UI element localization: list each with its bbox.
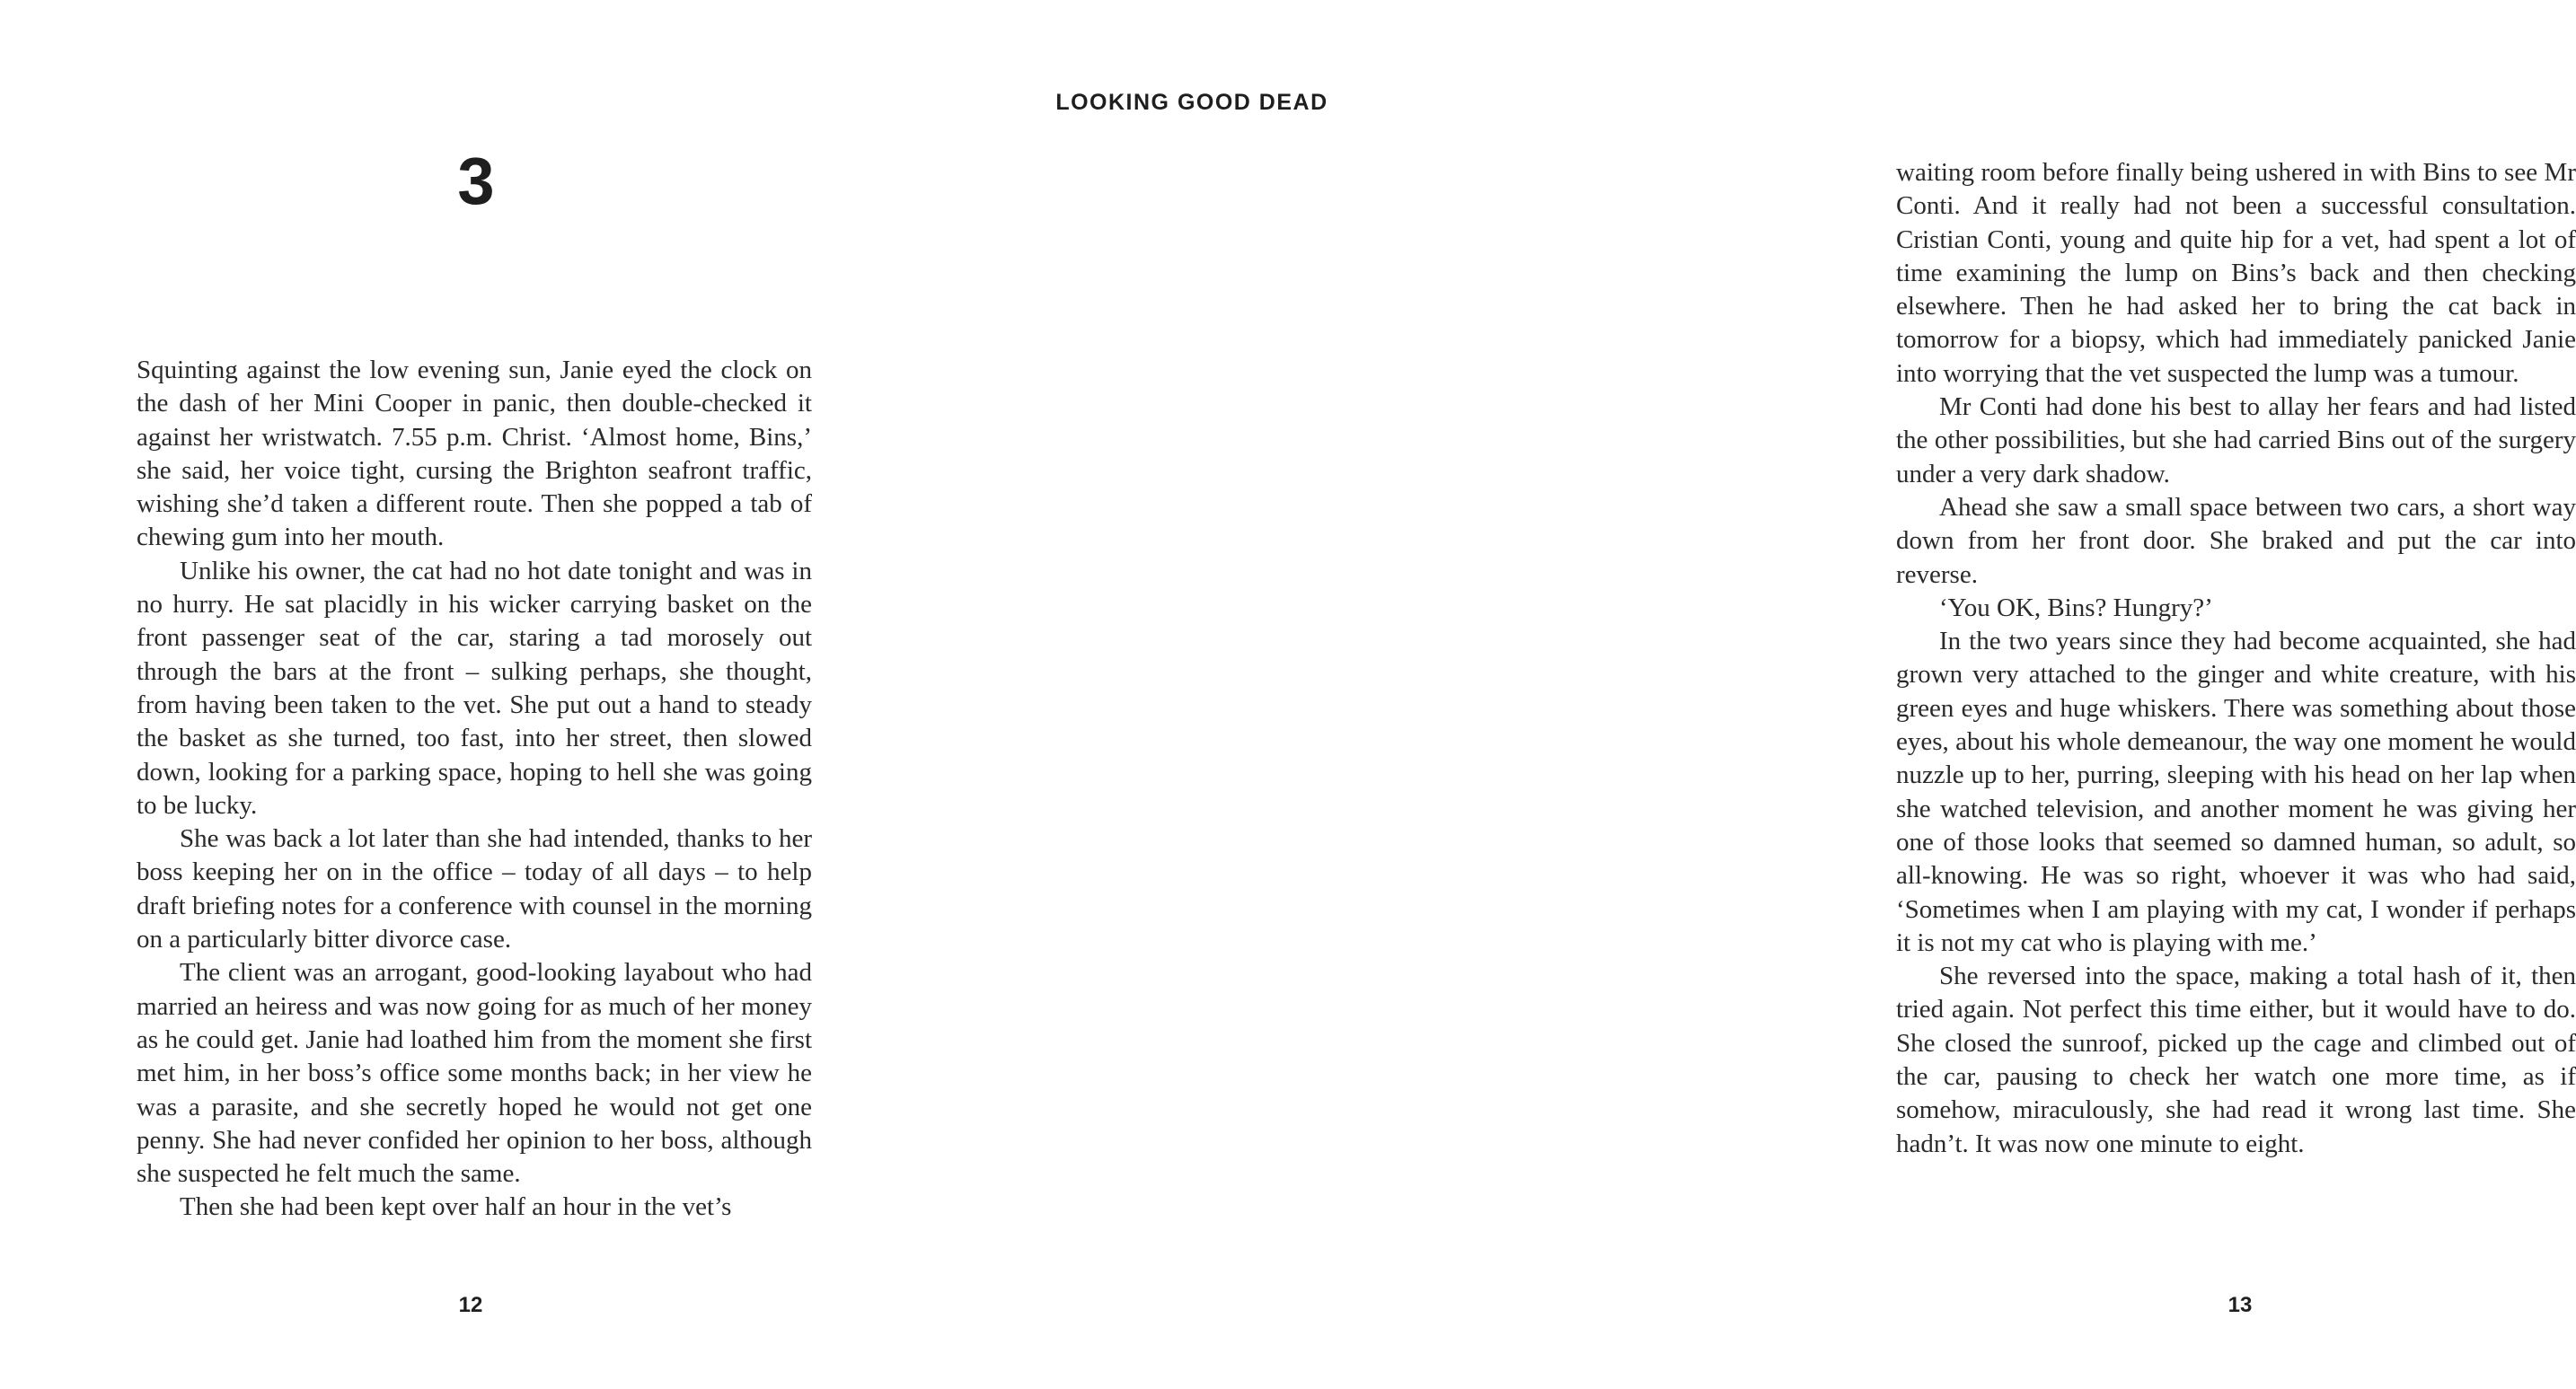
paragraph: waiting room before finally being ushered in with Bins to see Mr Conti. And it really had not been a successful consultation. Cristian Conti, young and quite hip for a vet, had spent a lot of time examining the lump on Bins’s back and then checking elsewhere. Then he had asked her to bring the cat back in tomorrow for a biopsy, which had immediately panicked Janie into worrying that the vet suspected the lump was a tumour. xyxy=(1896,158,2576,388)
paragraph: Mr Conti had done his best to allay her fears and had listed the other possibilities, but she had carried Bins out of the surgery under a very dark shadow. xyxy=(1896,392,2576,488)
left-page xyxy=(0,0,898,1389)
right-page xyxy=(898,0,2576,1389)
paragraph: Then she had been kept over half an hour in the vet’s xyxy=(180,1192,732,1222)
paragraph: Ahead she saw a small space between two cars, a short way down from her front door. She braked and put the car into reverse. xyxy=(1896,492,2576,589)
page-number-right: 13 xyxy=(2228,1293,2253,1317)
left-page-text xyxy=(137,354,812,1225)
paragraph: She was back a lot later than she had intended, thanks to her boss keeping her on in the office – today of all days – to help draft briefing notes for a conference with counsel in the morning on a particularly bitter divorce case. xyxy=(137,824,812,954)
page-number-left: 12 xyxy=(458,1293,483,1317)
paragraph: Squinting against the low evening sun, Janie eyed the clock on the dash of her Mini Cooper in panic, then double-checked it against her wristwatch. 7.55 p.m. Christ. ‘Almost home, Bins,’ she said, her voice tight, cursing the Brighton seafront traffic, wishing she’d taken a different route. Then she popped a tab of chewing gum into her mouth. xyxy=(137,356,812,552)
paragraph: Unlike his owner, the cat had no hot date tonight and was in no hurry. He sat placidly in his wicker carrying basket on the front passenger seat of the car, staring a tad morosely out through the bars at the front – sulking perhaps, she thought, from having been taken to the vet. She put out a hand to steady the basket as she turned, too fast, into her street, then slowed down, looking for a parking space, hoping to hell she was going to be lucky. xyxy=(137,556,812,820)
paragraph: She reversed into the space, making a total hash of it, then tried again. Not perfect this time either, but it would have to do. She closed the sunroof, picked up the cage and climbed out of the car, pausing to check her watch one more time, as if somehow, miraculously, she had read it wrong last time. She hadn’t. It was now one minute to eight. xyxy=(1896,962,2576,1158)
running-head: LOOKING GOOD DEAD xyxy=(1055,90,1328,115)
paragraph: The client was an arrogant, good-looking layabout who had married an heiress and was now going for as much of her money as he could get. Janie had loathed him from the moment she first met him, in her boss’s office some months back; in her view he was a parasite, and she secretly hoped he would not get one penny. She had never confided her opinion to her boss, although she suspected he felt much the same. xyxy=(137,958,812,1189)
paragraph: ‘You OK, Bins? Hungry?’ xyxy=(1939,593,2213,622)
paragraph: In the two years since they had become acquainted, she had grown very attached to the ginger and white creature, with his green eyes and huge whiskers. There was something about those eyes, about his whole demeanour, the way one moment he would nuzzle up to her, purring, sleeping with his head on her lap when she watched television, and another moment he was giving her one of those looks that seemed so damned human, so adult, so all-knowing. He was so right, whoever it was who had said, ‘Sometimes when I am playing with my cat, I wonder if perhaps it is not my cat who is playing with me.’ xyxy=(1896,627,2576,957)
chapter-number: 3 xyxy=(457,144,495,218)
right-page-text xyxy=(1896,156,2576,1161)
